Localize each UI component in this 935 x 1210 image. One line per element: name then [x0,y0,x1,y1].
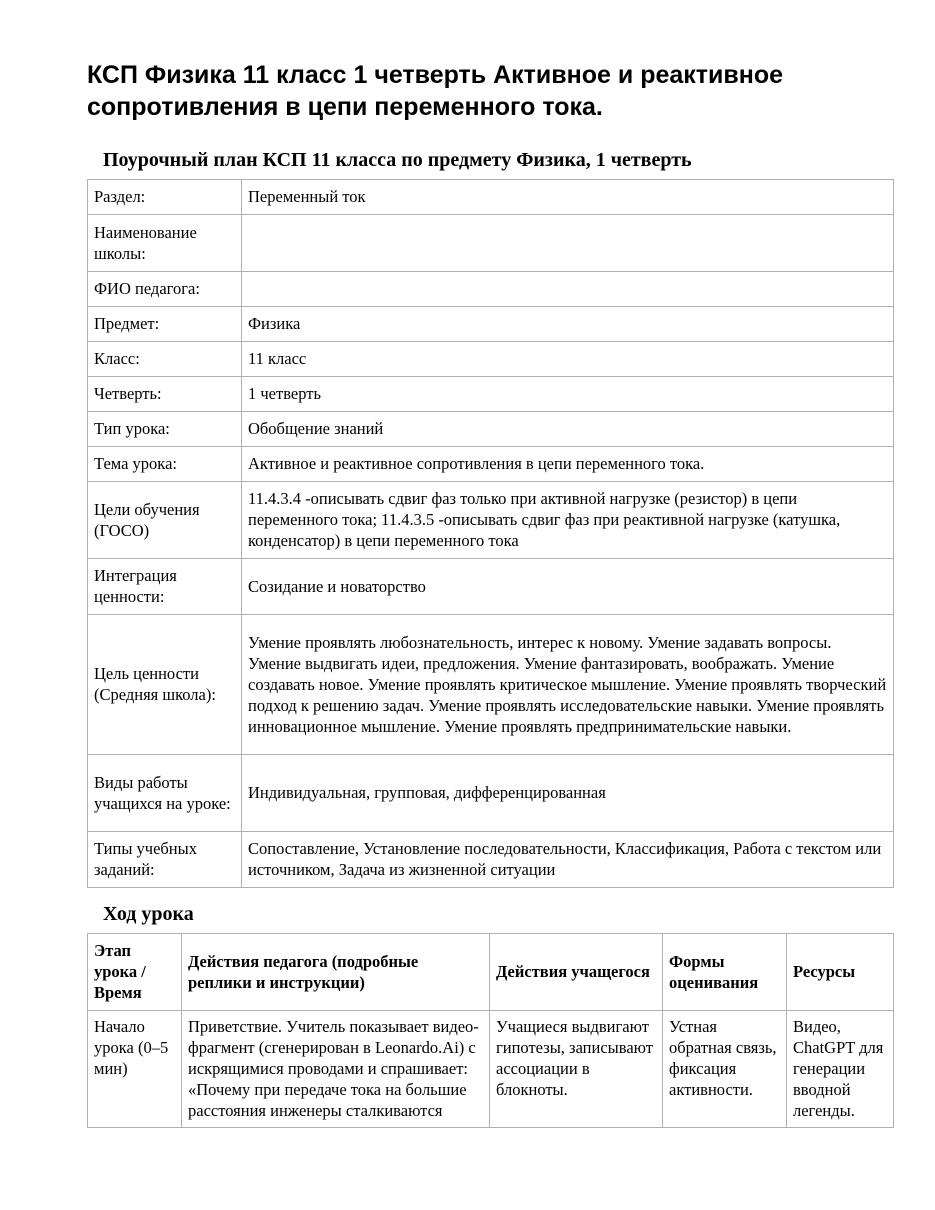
row-label: Предмет: [88,307,242,342]
table-row [88,615,894,755]
row-value [242,272,894,307]
table-header-row [88,934,894,1011]
row-label: Тема урока: [88,447,242,482]
table-row [88,1011,894,1128]
row-value: Индивидуальная, групповая, дифференцированная [242,755,894,832]
row-value [242,215,894,272]
table-row [88,482,894,559]
row-value: Активное и реактивное сопротивления в цепи переменного тока. [242,447,894,482]
table-row [88,755,894,832]
row-label: Цели обучения (ГОСО) [88,482,242,559]
column-header: Действия педагога (подробные реплики и инструкции) [182,934,490,1011]
row-value: 11 класс [242,342,894,377]
row-label: ФИО педагога: [88,272,242,307]
cell-teacher-actions: Приветствие. Учитель показывает видео-фрагмент (сгенерирован в Leonardo.Ai) с искрящимися проводами и спрашивает: «Почему при передаче тока на большие расстояния инженеры сталкиваются [182,1011,490,1128]
row-value: Обобщение знаний [242,412,894,447]
column-header: Действия учащегося [490,934,663,1011]
table-row [88,832,894,888]
cell-resources: Видео, ChatGPT для генерации вводной легенды. [787,1011,894,1128]
plan-heading: Поурочный план КСП 11 класса по предмету Физика, 1 четверть [103,149,692,171]
page-title: КСП Физика 11 класс 1 четверть Активное и реактивное сопротивления в цепи переменного тока. [87,61,784,121]
row-label: Виды работы учащихся на уроке: [88,755,242,832]
table-row [88,307,894,342]
lesson-heading: Ход урока [103,903,194,925]
row-label: Четверть: [88,377,242,412]
row-value: 11.4.3.4 -описывать сдвиг фаз только при активной нагрузке (резистор) в цепи переменного тока; 11.4.3.5 -описывать сдвиг фаз при реактивной нагрузке (катушка, конденсатор) в цепи переменного тока [242,482,894,559]
table-row [88,559,894,615]
plan-table [87,179,894,888]
row-value: Умение проявлять любознательность, интерес к новому. Умение задавать вопросы. Умение выдвигать идеи, предложения. Умение фантазировать, воображать. Умение создавать новое. Умение проявлять критическое мышление. Умение проявлять творческий подход к решению задач. Умение проявлять исследовательские навыки. Умение проявлять инновационное мышление. Умение проявлять предпринимательские навыки. [242,615,894,755]
row-label: Тип урока: [88,412,242,447]
table-row [88,412,894,447]
row-value: Сопоставление, Установление последовательности, Классификация, Работа с текстом или источником, Задача из жизненной ситуации [242,832,894,888]
row-label: Интеграция ценности: [88,559,242,615]
cell-stage: Начало урока (0–5 мин) [88,1011,182,1128]
table-row [88,272,894,307]
row-label: Раздел: [88,180,242,215]
column-header: Формы оценивания [663,934,787,1011]
cell-assessment: Устная обратная связь, фиксация активности. [663,1011,787,1128]
row-value: Переменный ток [242,180,894,215]
column-header: Этап урока / Время [88,934,182,1011]
table-row [88,447,894,482]
row-value: Созидание и новаторство [242,559,894,615]
table-row [88,215,894,272]
cell-student-actions: Учащиеся выдвигают гипотезы, записывают ассоциации в блокноты. [490,1011,663,1128]
table-row [88,180,894,215]
table-row [88,342,894,377]
row-label: Класс: [88,342,242,377]
row-label: Цель ценности (Средняя школа): [88,615,242,755]
row-value: 1 четверть [242,377,894,412]
lesson-table [87,933,894,1128]
row-label: Типы учебных заданий: [88,832,242,888]
row-value: Физика [242,307,894,342]
column-header: Ресурсы [787,934,894,1011]
row-label: Наименование школы: [88,215,242,272]
table-row [88,377,894,412]
